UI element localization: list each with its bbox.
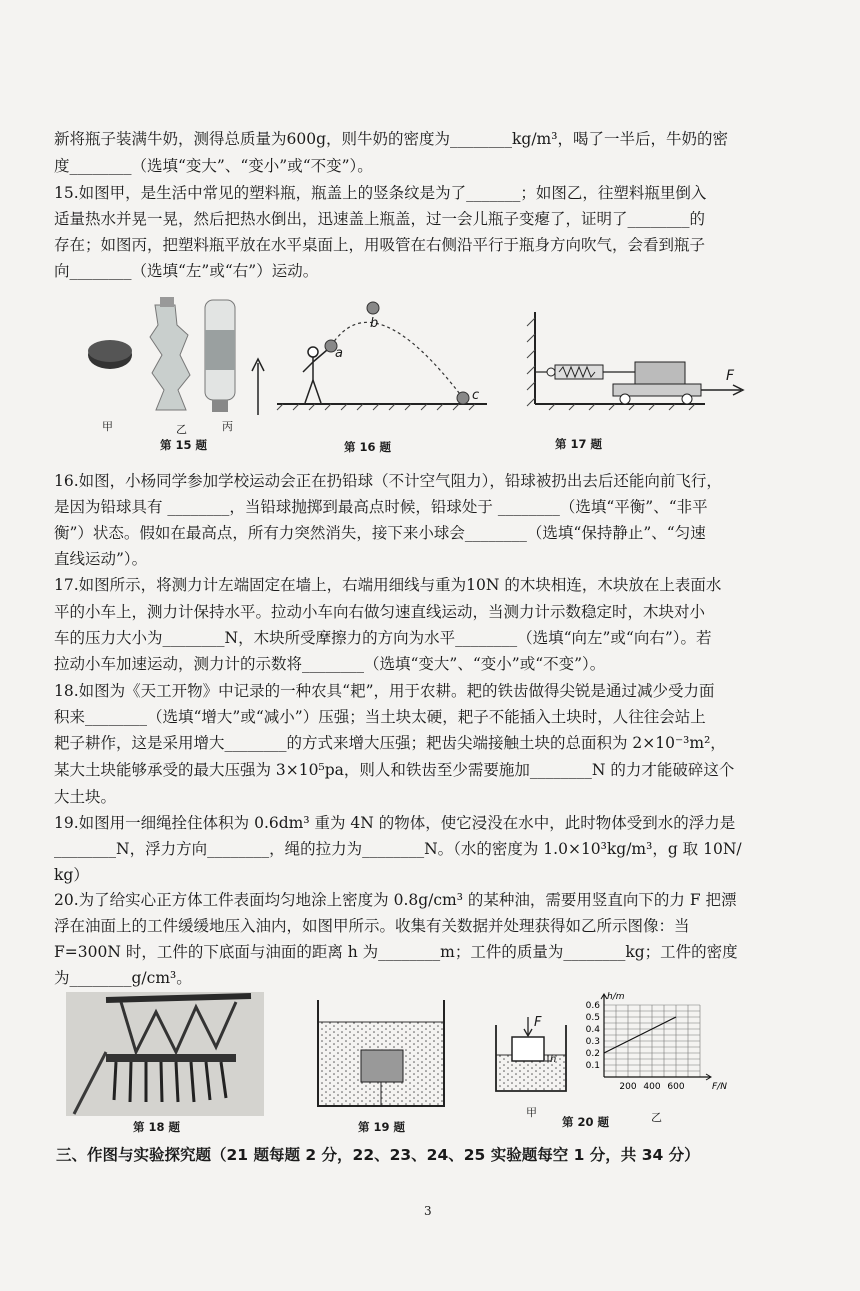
shot-put-b	[367, 302, 379, 314]
label-bing: 丙	[222, 420, 233, 433]
label-F-17: F	[726, 368, 735, 384]
y-tick-label: 0.3	[585, 1037, 600, 1047]
x-tick-label: 400	[643, 1082, 661, 1092]
rake-photo	[66, 992, 264, 1116]
crushed-bottle-yi	[150, 305, 190, 410]
text-line: 某大土块能够承受的最大压强为 3×10⁵pa，则人和铁齿至少需要施加________N 的力才能破碎这个	[54, 761, 735, 779]
text-line: ________N，浮力方向________，绳的拉力为________N。（水的密度为 1.0×10³kg/m³，g 取 10N/	[54, 840, 742, 858]
label-a: a	[335, 346, 343, 361]
label-jia-20: 甲	[526, 1106, 537, 1119]
text-line: 为________g/cm³。	[54, 969, 192, 987]
label-c: c	[472, 388, 480, 403]
trajectory	[331, 322, 463, 398]
x-tick-label: 200	[619, 1082, 637, 1092]
section-heading: 三、作图与实验探究题（21 题每题 2 分，22、23、24、25 实验题每空 1 分，共 34 分）	[56, 1146, 700, 1164]
page-number: 3	[424, 1204, 432, 1218]
caption-fig15: 第 15 题	[160, 438, 208, 452]
text-line: 积来________（选填“增大”或“减小”）压强；当土块太硬，耙子不能插入土块时，人往往会站上	[54, 708, 706, 726]
question-19-line: 19.如图用一细绳拴住体积为 0.6dm³ 重为 4N 的物体，使它浸没在水中，此时物体受到水的浮力是	[54, 814, 736, 832]
label-jia: 甲	[102, 420, 113, 433]
x-axis-label: F/N	[712, 1082, 727, 1092]
text-line: 向________（选填“左”或“右”）运动。	[54, 262, 319, 280]
figure-20-chart	[568, 992, 738, 1112]
question-20-line: 20.为了给实心正方体工件表面均匀地涂上密度为 0.8g/cm³ 的某种油，需要用竖直向下的力 F 把漂	[54, 891, 737, 909]
text-line: 直线运动”）。	[54, 550, 148, 568]
text-line: 车的压力大小为________N，木块所受摩擦力的方向为水平________（选填“向左”或“向右”）。若	[54, 629, 712, 647]
y-tick-label: 0.2	[585, 1049, 600, 1059]
question-17-line: 17.如图所示，将测力计左端固定在墙上，右端用细线与重为10N 的木块相连，木块放在上表面水	[54, 576, 722, 594]
figure-16	[275, 300, 495, 410]
workpiece	[512, 1037, 544, 1061]
text-line: 大土块。	[54, 788, 117, 806]
text-line: 度________（选填“变大”、“变小”或“不变”）。	[54, 157, 373, 175]
y-tick-label: 0.1	[585, 1061, 600, 1071]
label-h: h	[550, 1054, 557, 1065]
text-line: 衡”）状态。假如在最高点，所有力突然消失，接下来小球会________（选填“保持静止”、“匀速	[54, 524, 706, 542]
caption-fig18: 第 18 题	[133, 1120, 181, 1134]
question-16-line: 16.如图，小杨同学参加学校运动会正在扔铅球（不计空气阻力），铅球被扔出去后还能向前飞行，	[54, 472, 722, 490]
y-tick-label: 0.6	[585, 1001, 600, 1011]
y-tick-label: 0.4	[585, 1025, 600, 1035]
text-line: 平的小车上，测力计保持水平。拉动小车向右做匀速直线运动，当测力计示数稳定时，木块对小	[54, 603, 706, 621]
text-line: kg）	[54, 866, 89, 884]
text-line: F=300N 时，工件的下底面与油面的距离 h 为________m；工件的质量为________kg；工件的密度	[54, 943, 738, 961]
y-axis-label: h/m	[607, 992, 625, 1002]
label-yi-20: 乙	[651, 1111, 662, 1124]
x-tick-label: 600	[667, 1082, 685, 1092]
figure-17	[525, 312, 755, 412]
text-line: 浮在油面上的工件缓缓地压入油内，如图甲所示。收集有关数据并处理获得如乙所示图像：当	[54, 917, 690, 935]
text-line: 耙子耕作，这是采用增大________的方式来增大压强；耙齿尖端接触土块的总面积为 2×10⁻³m²，	[54, 734, 726, 752]
figure-20-jia	[494, 1015, 570, 1095]
text-line: 适量热水并晃一晃，然后把热水倒出，迅速盖上瓶盖，过一会儿瓶子变瘪了，证明了________的	[54, 210, 706, 228]
submerged-object	[361, 1050, 403, 1082]
thrower-figure	[303, 347, 327, 403]
figure-19	[316, 1000, 448, 1110]
shot-put-c	[457, 392, 469, 404]
figure-15	[80, 295, 280, 420]
text-line: 是因为铅球具有 ________，当铅球抛掷到最高点时候，铅球处于 ________（选填“平衡”、“非平	[54, 498, 708, 516]
question-15-line: 15.如图甲，是生活中常见的塑料瓶，瓶盖上的竖条纹是为了_______；如图乙，往塑料瓶里倒入	[54, 184, 707, 202]
label-b: b	[370, 316, 379, 331]
label-F-20: F	[534, 1015, 542, 1030]
label-yi: 乙	[176, 423, 187, 436]
caption-fig19: 第 19 题	[358, 1120, 406, 1134]
wood-block	[635, 362, 685, 384]
text-line: 拉动小车加速运动，测力计的示数将________（选填“变大”、“变小”或“不变”）。	[54, 655, 606, 673]
text-line: 存在；如图丙，把塑料瓶平放在水平桌面上，用吸管在右侧沿平行于瓶身方向吹气，会看到瓶子	[54, 236, 706, 254]
caption-fig17: 第 17 题	[555, 437, 603, 451]
text-line: 新将瓶子装满牛奶，测得总质量为600g，则牛奶的密度为________kg/m³，喝了一半后，牛奶的密	[54, 130, 728, 148]
caption-fig20: 第 20 题	[562, 1115, 610, 1129]
y-tick-label: 0.5	[585, 1013, 600, 1023]
caption-fig16: 第 16 题	[344, 440, 392, 454]
question-18-line: 18.如图为《天工开物》中记录的一种农具“耙”，用于农耕。耙的铁齿做得尖锐是通过减少受力面	[54, 682, 715, 700]
